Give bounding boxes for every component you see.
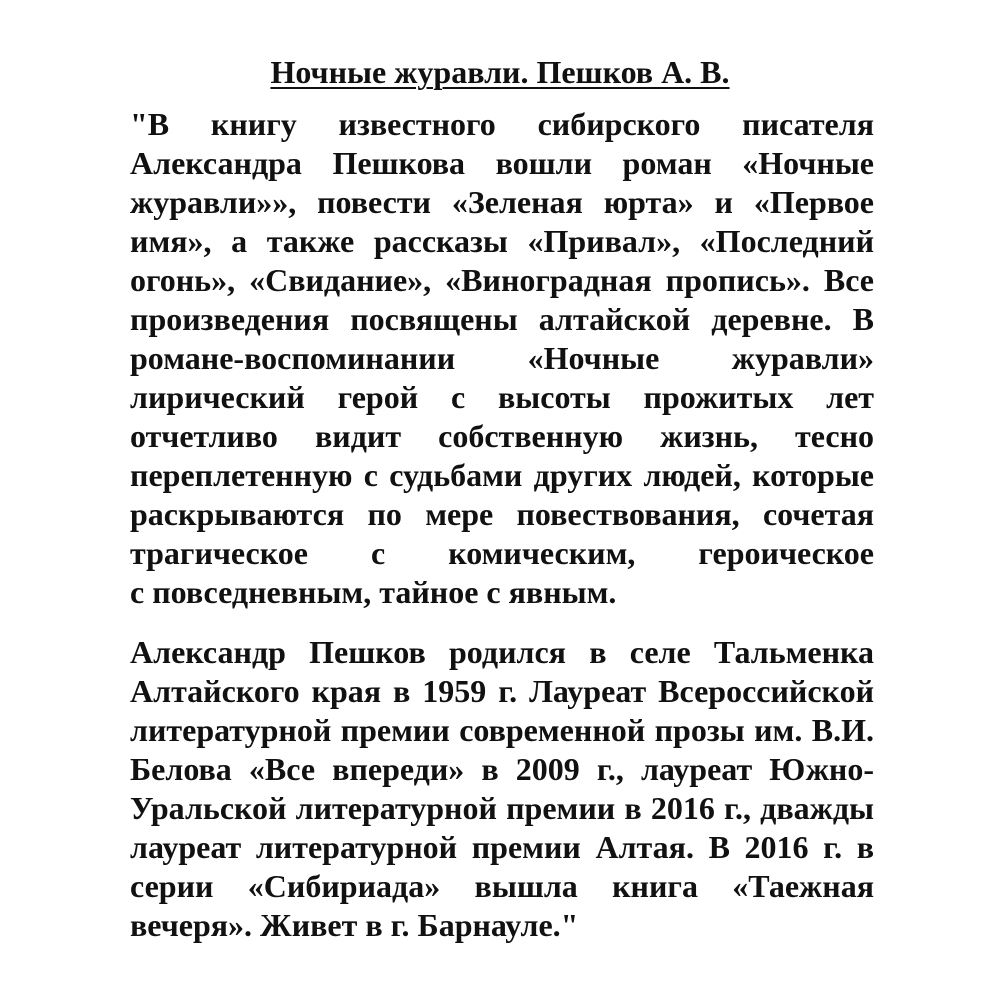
page-title: Ночные журавли. Пешков А. В. [270,54,730,90]
text-line: трагическое с комическим, героическое [130,535,874,571]
text-line: Александра Пешкова вошли роман «Ночные [130,145,874,181]
text-line: раскрываются по мере повествования, сочетая [130,496,874,532]
text-line: журавли»», повести «Зеленая юрта» и «Первое [130,184,874,220]
text-line: огонь», «Свидание», «Виноградная пропись». Все [130,262,874,298]
text-line: с повседневным, тайное с явным. [130,574,617,610]
text-line: Белова «Все впереди» в 2009 г., лауреат Южно- [130,751,874,787]
paragraph-description [130,105,874,612]
text-line: лауреат литературной премии Алтая. В 2016 г. в [130,829,874,865]
text-line: романе-воспоминании «Ночные журавли» [130,340,874,376]
text-line: переплетенную с судьбами других людей, которые [130,457,874,493]
text-line: Александр Пешков родился в селе Тальменка [130,634,874,670]
text-line: серии «Сибириада» вышла книга «Таежная [130,868,874,904]
text-line: вечеря». Живет в г. Барнауле." [130,907,579,943]
text-line: лирический герой с высоты прожитых лет [130,379,874,415]
text-line: Уральской литературной премии в 2016 г., дважды [130,790,874,826]
text-line: имя», а также рассказы «Привал», «Последний [130,223,874,259]
text-line: литературной премии современной прозы им. В.И. [130,712,874,748]
text-line: Алтайского края в 1959 г. Лауреат Всероссийской [130,673,874,709]
text-line: "В книгу известного сибирского писателя [130,106,874,142]
text-line: отчетливо видит собственную жизнь, тесно [130,418,874,454]
paragraph-author-bio [130,633,874,945]
text-line: произведения посвящены алтайской деревне. В [130,301,874,337]
